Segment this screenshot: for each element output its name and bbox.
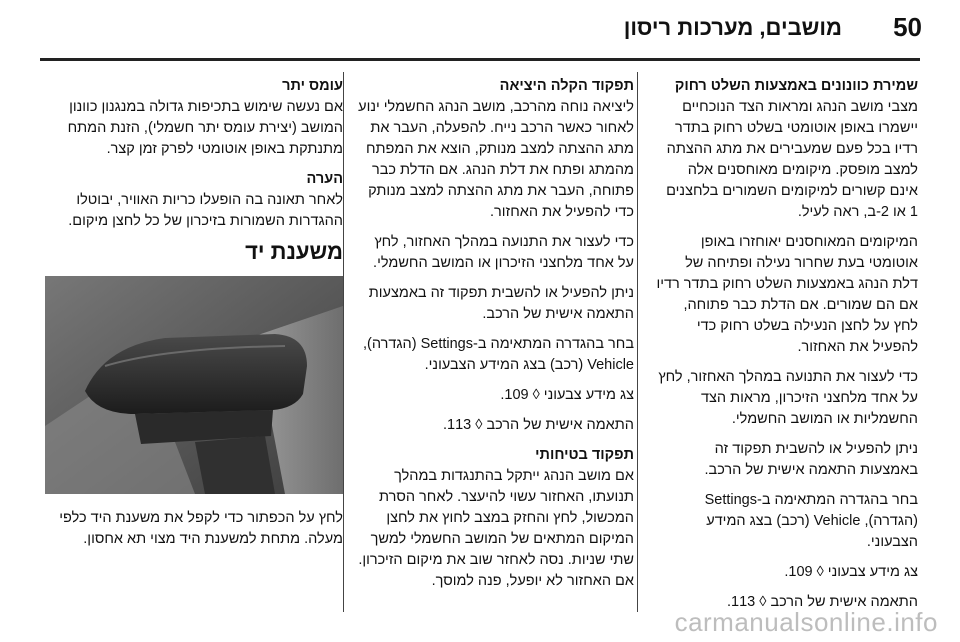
paragraph: בחר בהגדרה המתאימה ב-Settings (הגדרה), Vehicle (רכב) בצג המידע הצבעוני. — [704, 492, 918, 550]
note-label: הערה — [306, 171, 343, 187]
column-middle — [358, 76, 634, 601]
paragraph: אם מושב הנהג ייתקל בהתנגדות במהלך תנועתו, האחזור עשוי להיעצר. לאחר הסרת המכשול, לחץ והחזק במצב לחוץ את לחצן המיקום המתאים של המושב החשמלי למשך שתי שניות. נסה לאחזר שוב את מיקום הזיכרון. אם האחזור לא יופעל, פנה למוסך. — [358, 468, 634, 589]
paragraph: כדי לעצור את התנועה במהלך האחזור, לחץ על אחד מלחצני הזיכרון או המושב החשמלי. — [373, 234, 634, 271]
armrest-section-title: משענת יד — [245, 239, 343, 264]
cross-reference: התאמה אישית של הרכב ◊ 113. — [726, 594, 918, 610]
memory-remote-heading: שמירת כוונונים באמצעות השלט רחוק — [674, 78, 918, 94]
column-divider-right — [637, 72, 638, 612]
overload-heading: עומס יתר — [282, 78, 343, 94]
watermark: carmanualsonline.info — [674, 607, 938, 637]
cross-reference: צג מידע צבעוני ◊ 109. — [784, 564, 918, 580]
easy-exit-heading: תפקוד הקלה היציאה — [499, 78, 634, 94]
paragraph: המיקומים המאוחסנים יאוחזרו באופן אוטומטי בעת שחרור נעילה ופתיחה של דלת הנהג באמצעות השלט רחוק בתדר רדיו אם הם שמורים. אם הדלת כבר פתוחה, לחץ על לחצן הנעילה בשלט רחוק כדי להפעיל את האחזור. — [656, 234, 918, 355]
column-right — [656, 76, 918, 622]
note-text: לאחר תאונה בה הופעלו כריות האוויר, יבוטלו ההגדרות השמורות בזיכרון של כל לחצן מיקום. — [68, 192, 343, 229]
page-header — [0, 0, 960, 60]
safety-heading: תפקוד בטיחותי — [535, 447, 634, 463]
armrest-illustration — [45, 276, 343, 494]
armrest-photo — [45, 276, 343, 494]
page-number: 50 — [893, 12, 922, 42]
cross-reference: צג מידע צבעוני ◊ 109. — [500, 387, 634, 403]
running-title: מושבים, מערכות ריסון — [623, 15, 842, 40]
paragraph: מצבי מושב הנהג ומראות הצד הנוכחיים יישמרו באופן אוטומטי בשלט רחוק בתדר רדיו בכל פעם שמעבירים את מתג ההצתה למצב מופסק. מיקומים מאוחסנים אלה אינם קשורים למיקומים השמורים בלחצנים 1 או 2-ב, ראה לעיל. — [666, 99, 918, 220]
paragraph: אם נעשה שימוש בתכיפות גדולה במנגנון כוונון המושב (יצירת עומס יתר חשמלי), הזנת המתח מתנתקת באופן אוטומטי לפרק זמן קצר. — [67, 99, 343, 157]
paragraph: כדי לעצור את התנועה במהלך האחזור, לחץ על אחד מלחצני הזיכרון, מראות הצד החשמליות או המושב החשמלי. — [658, 369, 918, 427]
armrest-caption: לחץ על הכפתור כדי לקפל את משענת היד כלפי מעלה. מתחת למשענת היד מצוי תא אחסון. — [59, 510, 343, 547]
column-left — [40, 76, 343, 559]
cross-reference: התאמה אישית של הרכב ◊ 113. — [442, 417, 634, 433]
paragraph: ניתן להפעיל או להשבית תפקוד זה באמצעות התאמה אישית של הרכב. — [704, 441, 918, 478]
paragraph: ניתן להפעיל או להשבית תפקוד זה באמצעות התאמה אישית של הרכב. — [368, 285, 634, 322]
header-rule — [40, 58, 920, 61]
paragraph: ליציאה נוחה מהרכב, מושב הנהג החשמלי ינוע לאחור כאשר הרכב נייח. להפעלה, העבר את מתג ההצתה למצב מנותק, הוצא את המפתח מהמתג ופתח את דלת הנהג. אם הדלת כבר פתוחה, העבר את מתג ההצתה למצב מנותק כדי להפעיל את האחזור. — [358, 99, 634, 220]
paragraph: בחר בהגדרה המתאימה ב-Settings (הגדרה), Vehicle (רכב) בצג המידע הצבעוני. — [363, 336, 634, 373]
column-divider-left — [343, 72, 344, 612]
